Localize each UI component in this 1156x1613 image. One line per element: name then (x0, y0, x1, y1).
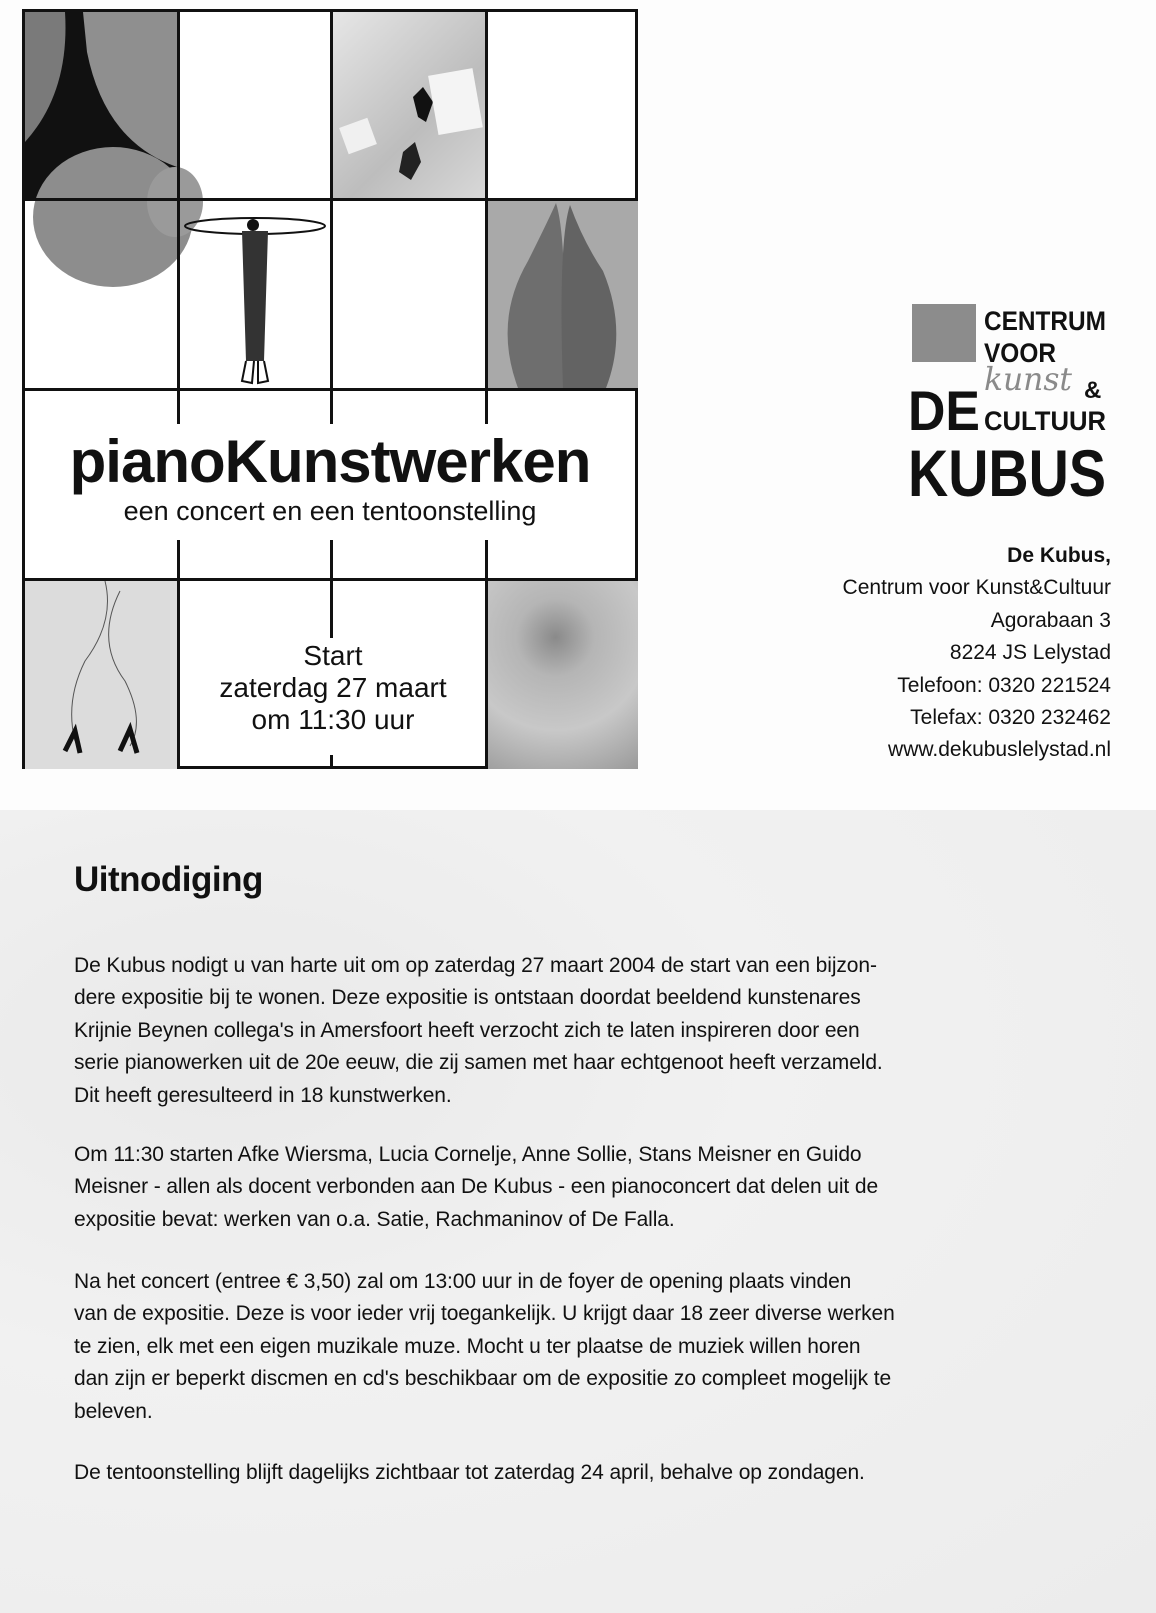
logo-voor: VOOR (984, 338, 1056, 368)
grid-tick (177, 540, 180, 578)
address-subtitle: Centrum voor Kunst&Cultuur (842, 576, 1111, 600)
grid-tick (485, 388, 488, 424)
start-date: zaterdag 27 maart (219, 672, 447, 703)
invitation-paragraph-2 (74, 1139, 1114, 1236)
logo-cultuur: CULTUUR (984, 406, 1106, 436)
grid-line (177, 12, 180, 388)
artwork-grid (22, 9, 638, 769)
abstract-arches-image (25, 12, 177, 198)
de-kubus-logo (908, 300, 1108, 510)
paragraph-line: beleven. (74, 1399, 153, 1423)
paragraph-line: expositie bevat: werken van o.a. Satie, Rachmaninov of De Falla. (74, 1207, 675, 1231)
paragraph-line: van de expositie. Deze is voor ieder vrij toegankelijk. U krijgt daar 18 zeer diverse werken (74, 1302, 895, 1326)
grid-tick (330, 755, 333, 769)
logo-kunst-script: kunst (984, 360, 1073, 398)
start-label: Start (303, 640, 363, 671)
artwork-clay-sculpture (488, 201, 638, 388)
address-street: Agorabaan 3 (990, 608, 1111, 632)
grid-tick (330, 540, 333, 578)
grid-tick (330, 388, 333, 424)
grid-line (330, 12, 333, 388)
grid-tick (330, 578, 333, 638)
paragraph-line: dere expositie bij te wonen. Deze expositie is ontstaan doordat beeldend kunstenares (74, 986, 861, 1010)
invitation-heading: Uitnodiging (74, 860, 263, 899)
figure-drawing-image (180, 201, 330, 388)
artwork-line-drawing (25, 581, 177, 769)
paragraph-line: te zien, elk met een eigen muzikale muze. Mocht u ter plaatse de muziek willen horen (74, 1334, 861, 1358)
logo-de: DE (908, 379, 980, 442)
grid-tick (485, 540, 488, 578)
paragraph-line: Na het concert (entree € 3,50) zal om 13:00 uur in de foyer de opening plaats vinden (74, 1270, 852, 1293)
clay-sculpture-image (488, 201, 638, 388)
artwork-blurred-photo (488, 581, 638, 769)
invitation-paragraph-3 (74, 1266, 1114, 1428)
artwork-figure-drawing (180, 201, 330, 388)
flyer-subtitle: een concert en een tentoonstelling (123, 496, 537, 526)
logo-ampersand: & (1084, 377, 1102, 404)
paragraph-line: serie pianowerken uit de 20e eeuw, die zij samen met haar echtgenoot heeft verzameld. (74, 1051, 883, 1075)
paragraph-line: Om 11:30 starten Afke Wiersma, Lucia Cornelje, Anne Sollie, Stans Meisner en Guido (74, 1143, 862, 1166)
paragraph-line: dan zijn er beperkt discmen en cd's beschikbaar om de expositie zo compleet mogelijk te (74, 1367, 892, 1391)
grid-line (485, 12, 488, 388)
logo-grey-square (912, 304, 976, 362)
address-phone: Telefoon: 0320 221524 (897, 673, 1111, 697)
paragraph-line: De Kubus nodigt u van harte uit om op zaterdag 27 maart 2004 de start van een bijzon- (74, 954, 877, 977)
paragraph-line: Meisner - allen als docent verbonden aan De Kubus - een pianoconcert dat delen uit de (74, 1175, 879, 1199)
logo-centrum: CENTRUM (984, 306, 1106, 336)
address-website[interactable]: www.dekubuslelystad.nl (888, 738, 1111, 762)
line-drawing-image (25, 581, 177, 769)
logo-graphic (908, 300, 1108, 510)
paragraph-line: De tentoonstelling blijft dagelijks zichtbaar tot zaterdag 24 april, behalve op zondagen. (74, 1461, 865, 1484)
logo-kubus: KUBUS (908, 436, 1106, 510)
invitation-paragraph-4 (74, 1457, 1114, 1489)
paragraph-line: Krijnie Beynen collega's in Amersfoort heeft verzocht zich te laten inspireren door een (74, 1018, 860, 1042)
address-city: 8224 JS Lelystad (949, 641, 1111, 665)
address-name: De Kubus, (1007, 544, 1111, 567)
flyer-title: pianoKunstwerken (69, 428, 591, 495)
artwork-abstract-arches (25, 12, 177, 198)
start-time: om 11:30 uur (251, 704, 415, 735)
invitation-paragraph-1 (74, 950, 1114, 1112)
address-fax: Telefax: 0320 232462 (910, 706, 1111, 730)
paper-collage-image (333, 12, 485, 198)
start-info (180, 640, 486, 736)
grid-tick (177, 388, 180, 424)
artwork-paper-collage (333, 12, 485, 198)
paragraph-line: Dit heeft geresulteerd in 18 kunstwerken. (74, 1083, 452, 1107)
address-block (843, 540, 1111, 767)
